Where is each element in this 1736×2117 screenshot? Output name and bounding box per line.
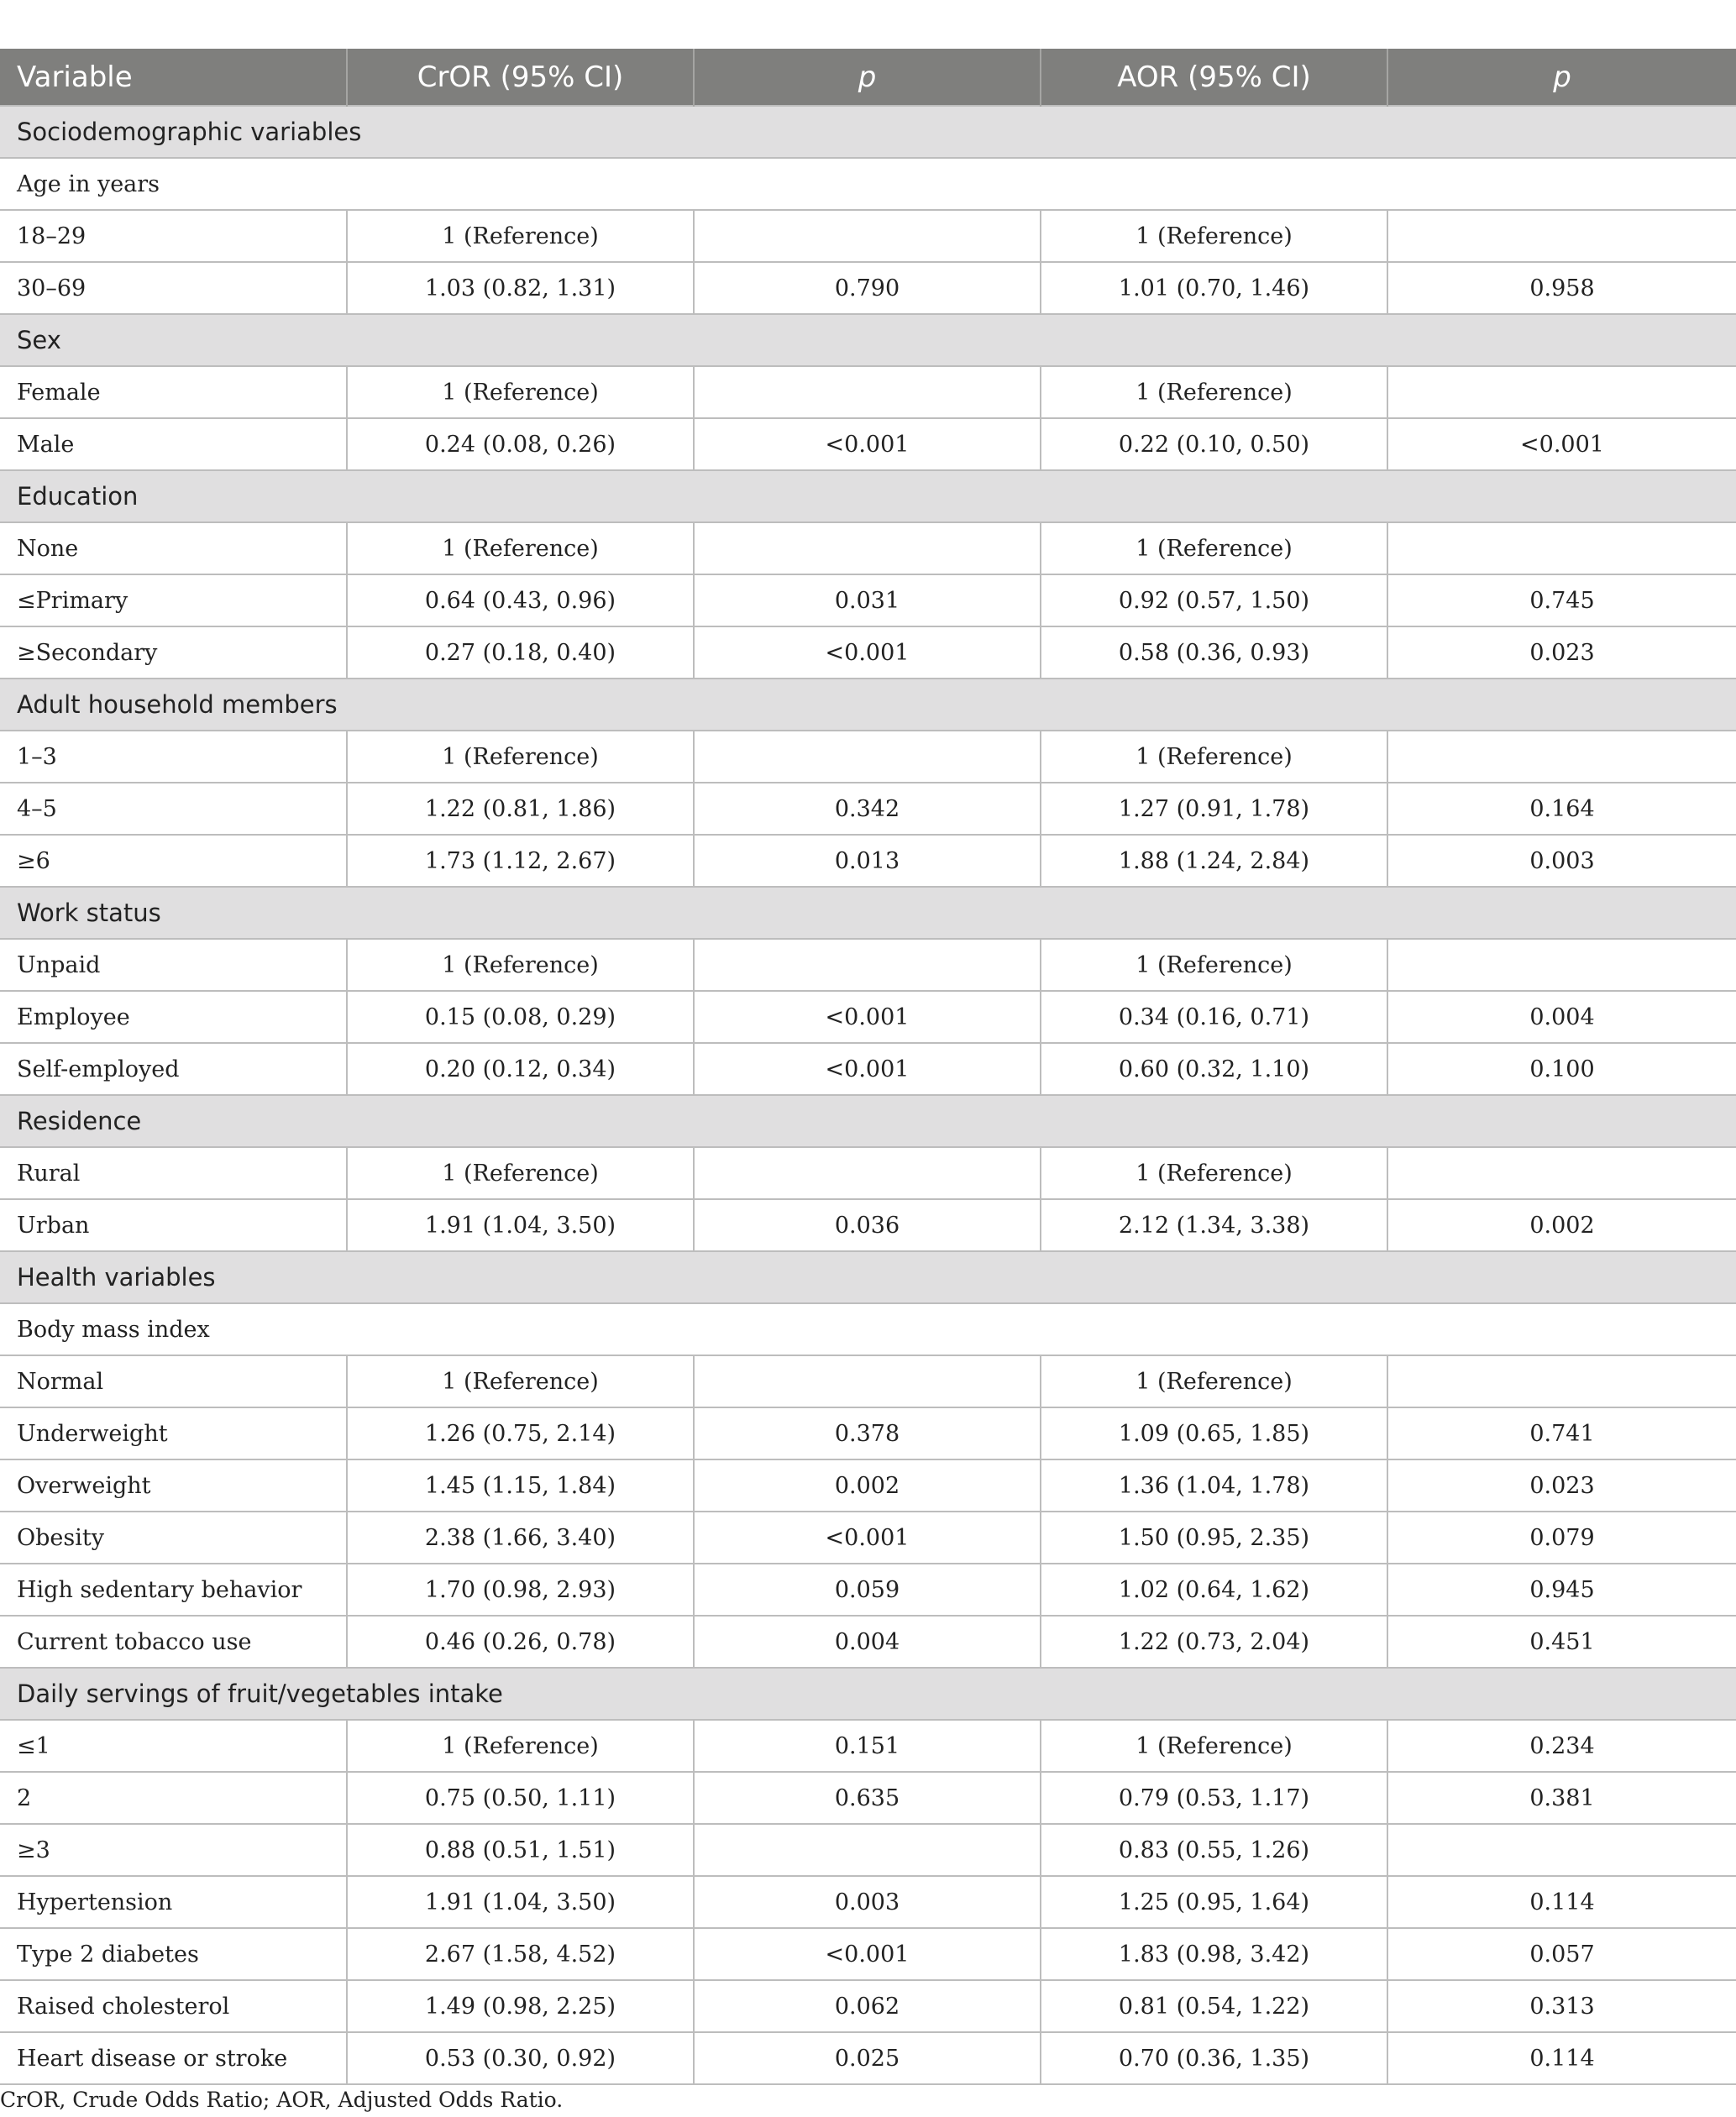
section-label: Sociodemographic variables [0, 106, 1736, 158]
cror-cell: 1 (Reference) [347, 731, 694, 783]
section-label: Education [0, 470, 1736, 522]
cror-p-cell: <0.001 [694, 1043, 1041, 1095]
table-row [0, 262, 1736, 314]
aor-p-cell: 0.451 [1387, 1616, 1736, 1668]
cror-p-cell: 0.378 [694, 1407, 1041, 1459]
section-label: Sex [0, 314, 1736, 366]
cror-p-cell: 0.062 [694, 1980, 1041, 2032]
cror-p-cell: 0.002 [694, 1459, 1041, 1512]
table-row [0, 1720, 1736, 1772]
aor-cell: 1 (Reference) [1041, 1147, 1387, 1199]
aor-p-cell: 0.114 [1387, 2032, 1736, 2084]
cror-cell: 1.45 (1.15, 1.84) [347, 1459, 694, 1512]
cror-cell: 0.64 (0.43, 0.96) [347, 574, 694, 626]
aor-p-cell: 0.003 [1387, 835, 1736, 887]
aor-p-cell: 0.234 [1387, 1720, 1736, 1772]
aor-cell: 0.60 (0.32, 1.10) [1041, 1043, 1387, 1095]
cror-p-cell: <0.001 [694, 1928, 1041, 1980]
table-row [0, 1199, 1736, 1251]
variable-cell: 2 [0, 1772, 347, 1824]
table-row [0, 1043, 1736, 1095]
aor-cell: 1.09 (0.65, 1.85) [1041, 1407, 1387, 1459]
header-variable: Variable [0, 49, 347, 106]
aor-cell: 1 (Reference) [1041, 1355, 1387, 1407]
variable-cell: ≤Primary [0, 574, 347, 626]
variable-cell: Type 2 diabetes [0, 1928, 347, 1980]
cror-p-cell: 0.003 [694, 1876, 1041, 1928]
aor-cell: 0.58 (0.36, 0.93) [1041, 626, 1387, 679]
aor-p-cell: 0.057 [1387, 1928, 1736, 1980]
table-row [0, 1459, 1736, 1512]
table-row [0, 2032, 1736, 2084]
aor-cell: 1.02 (0.64, 1.62) [1041, 1564, 1387, 1616]
section-label: Adult household members [0, 679, 1736, 731]
aor-cell: 1.27 (0.91, 1.78) [1041, 783, 1387, 835]
aor-p-cell: 0.002 [1387, 1199, 1736, 1251]
section-label: Daily servings of fruit/vegetables intake [0, 1668, 1736, 1720]
aor-p-cell [1387, 1824, 1736, 1876]
aor-cell: 0.92 (0.57, 1.50) [1041, 574, 1387, 626]
cror-cell: 0.20 (0.12, 0.34) [347, 1043, 694, 1095]
table-row [0, 783, 1736, 835]
table-row [0, 1355, 1736, 1407]
variable-cell: Overweight [0, 1459, 347, 1512]
cror-cell: 2.38 (1.66, 3.40) [347, 1512, 694, 1564]
cror-p-cell: 0.790 [694, 262, 1041, 314]
table-row [0, 835, 1736, 887]
table-body [0, 106, 1736, 2084]
aor-p-cell: 0.741 [1387, 1407, 1736, 1459]
variable-cell: ≤1 [0, 1720, 347, 1772]
cror-cell: 1.91 (1.04, 3.50) [347, 1199, 694, 1251]
aor-p-cell [1387, 731, 1736, 783]
cror-p-cell [694, 1355, 1041, 1407]
cror-cell: 1 (Reference) [347, 210, 694, 262]
table-row [0, 522, 1736, 574]
aor-cell: 1.22 (0.73, 2.04) [1041, 1616, 1387, 1668]
aor-cell: 0.81 (0.54, 1.22) [1041, 1980, 1387, 2032]
variable-cell: Raised cholesterol [0, 1980, 347, 2032]
cror-p-cell: 0.151 [694, 1720, 1041, 1772]
cror-cell: 0.24 (0.08, 0.26) [347, 418, 694, 470]
cror-p-cell [694, 1824, 1041, 1876]
header-aor-p: p [1387, 49, 1736, 106]
results-table-container [0, 49, 1736, 2085]
cror-p-cell [694, 210, 1041, 262]
table-row [0, 1928, 1736, 1980]
cror-p-cell: <0.001 [694, 418, 1041, 470]
aor-p-cell: 0.023 [1387, 1459, 1736, 1512]
aor-cell: 1.25 (0.95, 1.64) [1041, 1876, 1387, 1928]
aor-p-cell: 0.958 [1387, 262, 1736, 314]
table-footnote: CrOR, Crude Odds Ratio; AOR, Adjusted Odds Ratio. [0, 2088, 564, 2112]
section-header-row [0, 470, 1736, 522]
aor-p-cell: 0.381 [1387, 1772, 1736, 1824]
cror-cell: 0.46 (0.26, 0.78) [347, 1616, 694, 1668]
cror-cell: 1.22 (0.81, 1.86) [347, 783, 694, 835]
cror-cell: 1 (Reference) [347, 939, 694, 991]
table-row [0, 1876, 1736, 1928]
aor-cell: 1 (Reference) [1041, 939, 1387, 991]
aor-cell: 1.50 (0.95, 2.35) [1041, 1512, 1387, 1564]
table-row [0, 1980, 1736, 2032]
aor-p-cell: 0.079 [1387, 1512, 1736, 1564]
aor-p-cell [1387, 366, 1736, 418]
variable-cell: 4–5 [0, 783, 347, 835]
aor-cell: 1 (Reference) [1041, 366, 1387, 418]
cror-p-cell [694, 1147, 1041, 1199]
cror-cell: 0.27 (0.18, 0.40) [347, 626, 694, 679]
variable-cell: 30–69 [0, 262, 347, 314]
header-cror-p: p [694, 49, 1041, 106]
aor-p-cell [1387, 939, 1736, 991]
variable-cell: Normal [0, 1355, 347, 1407]
aor-p-cell [1387, 1147, 1736, 1199]
variable-cell: Female [0, 366, 347, 418]
variable-cell: ≥6 [0, 835, 347, 887]
cror-p-cell: 0.342 [694, 783, 1041, 835]
table-row [0, 1407, 1736, 1459]
cror-cell: 1 (Reference) [347, 1355, 694, 1407]
aor-p-cell [1387, 1355, 1736, 1407]
cror-cell: 0.53 (0.30, 0.92) [347, 2032, 694, 2084]
aor-cell: 1.01 (0.70, 1.46) [1041, 262, 1387, 314]
aor-cell: 1 (Reference) [1041, 1720, 1387, 1772]
aor-cell: 0.79 (0.53, 1.17) [1041, 1772, 1387, 1824]
variable-cell: Male [0, 418, 347, 470]
table-row [0, 731, 1736, 783]
section-header-row [0, 1251, 1736, 1303]
cror-p-cell: <0.001 [694, 991, 1041, 1043]
table-row [0, 1512, 1736, 1564]
cror-p-cell: 0.004 [694, 1616, 1041, 1668]
aor-cell: 1 (Reference) [1041, 522, 1387, 574]
aor-p-cell: 0.945 [1387, 1564, 1736, 1616]
cror-p-cell [694, 366, 1041, 418]
aor-cell: 0.83 (0.55, 1.26) [1041, 1824, 1387, 1876]
variable-cell: 18–29 [0, 210, 347, 262]
section-label: Work status [0, 887, 1736, 939]
cror-p-cell: 0.036 [694, 1199, 1041, 1251]
aor-p-cell: 0.745 [1387, 574, 1736, 626]
table-row [0, 939, 1736, 991]
cror-cell: 0.88 (0.51, 1.51) [347, 1824, 694, 1876]
cror-p-cell [694, 731, 1041, 783]
variable-cell: Obesity [0, 1512, 347, 1564]
cror-cell: 1 (Reference) [347, 1147, 694, 1199]
table-row [0, 1616, 1736, 1668]
aor-p-cell: 0.164 [1387, 783, 1736, 835]
cror-cell: 2.67 (1.58, 4.52) [347, 1928, 694, 1980]
cror-cell: 1.73 (1.12, 2.67) [347, 835, 694, 887]
section-header-row [0, 1095, 1736, 1147]
cror-p-cell: 0.025 [694, 2032, 1041, 2084]
cror-cell: 1 (Reference) [347, 1720, 694, 1772]
aor-p-cell: 0.004 [1387, 991, 1736, 1043]
aor-p-cell: <0.001 [1387, 418, 1736, 470]
section-label: Health variables [0, 1251, 1736, 1303]
variable-cell: Hypertension [0, 1876, 347, 1928]
aor-p-cell [1387, 522, 1736, 574]
cror-cell: 1.26 (0.75, 2.14) [347, 1407, 694, 1459]
cror-p-cell [694, 522, 1041, 574]
variable-cell: High sedentary behavior [0, 1564, 347, 1616]
table-row [0, 1824, 1736, 1876]
subgroup-row [0, 1303, 1736, 1355]
section-header-row [0, 106, 1736, 158]
variable-cell: Rural [0, 1147, 347, 1199]
variable-cell: Employee [0, 991, 347, 1043]
variable-cell: None [0, 522, 347, 574]
cror-cell: 0.15 (0.08, 0.29) [347, 991, 694, 1043]
variable-cell: ≥Secondary [0, 626, 347, 679]
cror-cell: 1.03 (0.82, 1.31) [347, 262, 694, 314]
variable-cell: Urban [0, 1199, 347, 1251]
aor-cell: 1.36 (1.04, 1.78) [1041, 1459, 1387, 1512]
table-row [0, 1564, 1736, 1616]
aor-p-cell [1387, 210, 1736, 262]
odds-ratio-table [0, 49, 1736, 2085]
subgroup-row [0, 158, 1736, 210]
cror-p-cell: <0.001 [694, 626, 1041, 679]
aor-p-cell: 0.100 [1387, 1043, 1736, 1095]
table-row [0, 991, 1736, 1043]
variable-cell: Heart disease or stroke [0, 2032, 347, 2084]
subgroup-label: Body mass index [0, 1303, 1736, 1355]
section-label: Residence [0, 1095, 1736, 1147]
cror-p-cell: 0.013 [694, 835, 1041, 887]
aor-cell: 1 (Reference) [1041, 731, 1387, 783]
header-aor: AOR (95% CI) [1041, 49, 1387, 106]
cror-cell: 1.49 (0.98, 2.25) [347, 1980, 694, 2032]
cror-cell: 1.91 (1.04, 3.50) [347, 1876, 694, 1928]
variable-cell: Self-employed [0, 1043, 347, 1095]
cror-p-cell: 0.635 [694, 1772, 1041, 1824]
table-row [0, 1147, 1736, 1199]
aor-p-cell: 0.114 [1387, 1876, 1736, 1928]
aor-cell: 0.70 (0.36, 1.35) [1041, 2032, 1387, 2084]
aor-p-cell: 0.313 [1387, 1980, 1736, 2032]
cror-cell: 1 (Reference) [347, 366, 694, 418]
section-header-row [0, 887, 1736, 939]
section-header-row [0, 314, 1736, 366]
table-row [0, 574, 1736, 626]
variable-cell: Underweight [0, 1407, 347, 1459]
cror-p-cell: 0.059 [694, 1564, 1041, 1616]
table-header-row [0, 49, 1736, 106]
variable-cell: Current tobacco use [0, 1616, 347, 1668]
table-row [0, 1772, 1736, 1824]
aor-p-cell: 0.023 [1387, 626, 1736, 679]
variable-cell: ≥3 [0, 1824, 347, 1876]
aor-cell: 1.88 (1.24, 2.84) [1041, 835, 1387, 887]
cror-cell: 1 (Reference) [347, 522, 694, 574]
variable-cell: Unpaid [0, 939, 347, 991]
cror-cell: 1.70 (0.98, 2.93) [347, 1564, 694, 1616]
variable-cell: 1–3 [0, 731, 347, 783]
section-header-row [0, 1668, 1736, 1720]
section-header-row [0, 679, 1736, 731]
aor-cell: 0.22 (0.10, 0.50) [1041, 418, 1387, 470]
aor-cell: 1 (Reference) [1041, 210, 1387, 262]
table-row [0, 418, 1736, 470]
table-row [0, 366, 1736, 418]
aor-cell: 2.12 (1.34, 3.38) [1041, 1199, 1387, 1251]
aor-cell: 0.34 (0.16, 0.71) [1041, 991, 1387, 1043]
cror-p-cell: 0.031 [694, 574, 1041, 626]
cror-p-cell: <0.001 [694, 1512, 1041, 1564]
header-cror: CrOR (95% CI) [347, 49, 694, 106]
aor-cell: 1.83 (0.98, 3.42) [1041, 1928, 1387, 1980]
cror-cell: 0.75 (0.50, 1.11) [347, 1772, 694, 1824]
cror-p-cell [694, 939, 1041, 991]
table-row [0, 210, 1736, 262]
subgroup-label: Age in years [0, 158, 1736, 210]
table-row [0, 626, 1736, 679]
